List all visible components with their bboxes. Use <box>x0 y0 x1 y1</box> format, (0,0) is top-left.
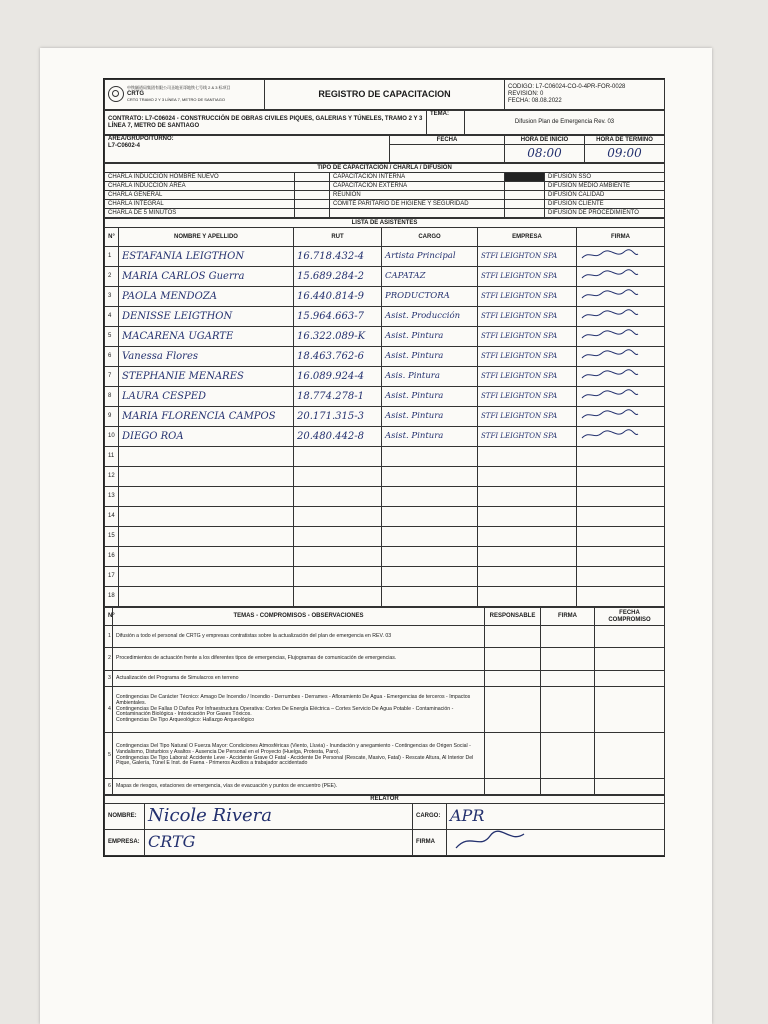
attendee-name[interactable]: DIEGO ROA <box>119 427 294 447</box>
attendee-cargo[interactable]: Asist. Pintura <box>382 387 478 407</box>
tipo-checkbox[interactable] <box>505 191 545 200</box>
attendee-number: 3 <box>105 287 119 307</box>
topics-table <box>104 607 665 795</box>
relator-title: RELATOR <box>105 796 665 804</box>
attendee-rut[interactable]: 15.689.284-2 <box>294 267 382 287</box>
tipo-item: CHARLA DE 5 MINUTOS <box>105 209 295 218</box>
attendee-empresa[interactable] <box>478 487 577 507</box>
attendee-name[interactable] <box>119 567 294 587</box>
attendee-cargo[interactable]: Asist. Producción <box>382 307 478 327</box>
training-type-table <box>104 163 665 218</box>
tipo-item: CHARLA INDUCCIÓN ÁREA <box>105 182 295 191</box>
revision: REVISION: 0 <box>508 91 544 98</box>
topic-number: 1 <box>105 626 113 648</box>
relator-firma[interactable] <box>447 830 665 856</box>
tipo-item: DIFUSIÓN MEDIO AMBIENTE <box>545 182 665 191</box>
attendee-empresa[interactable] <box>478 567 577 587</box>
tipo-checkbox-marked[interactable] <box>505 173 545 182</box>
attendee-cargo[interactable]: Asist. Pintura <box>382 407 478 427</box>
training-type-title: TIPO DE CAPACITACIÓN / CHARLA / DIFUSIÓN <box>105 164 665 173</box>
tipo-checkbox[interactable] <box>295 191 330 200</box>
topic-firma[interactable] <box>541 779 595 795</box>
topic-line: Contingencias De Tipo Laboral: Accidente Leve - Accidente Grave O Fatal - Accidente De Personal (Rescate, Masivo, Fatal) - Rescate Altura, Al Interior Del Pique, Galería, Túnel E Inst. de Faena - Primeros Auxilios a trabajador accidentado <box>116 754 474 767</box>
form-header <box>104 79 665 110</box>
col-n: N° <box>105 608 113 626</box>
attendee-signature[interactable] <box>577 427 665 447</box>
attendee-signature[interactable] <box>577 367 665 387</box>
attendee-name[interactable] <box>119 447 294 467</box>
tipo-item: DIFUSIÓN DE PROCEDIMIENTO <box>545 209 665 218</box>
attendee-signature[interactable] <box>577 567 665 587</box>
topic-firma[interactable] <box>541 687 595 733</box>
attendee-signature[interactable] <box>577 487 665 507</box>
attendee-rut[interactable] <box>294 487 382 507</box>
col-n: N° <box>105 228 119 247</box>
tipo-checkbox[interactable] <box>295 173 330 182</box>
attendee-name[interactable]: DENISSE LEIGTHON <box>119 307 294 327</box>
attendee-name[interactable] <box>119 467 294 487</box>
tipo-checkbox[interactable] <box>295 209 330 218</box>
attendee-row <box>105 567 665 587</box>
attendee-cargo[interactable] <box>382 567 478 587</box>
attendee-empresa[interactable]: STFI LEIGHTON SPA <box>478 427 577 447</box>
attendee-number: 4 <box>105 307 119 327</box>
attendee-rut[interactable] <box>294 467 382 487</box>
col-responsable: RESPONSABLE <box>485 608 541 626</box>
signature-icon <box>580 329 640 341</box>
attendee-rut[interactable] <box>294 447 382 467</box>
tipo-item: COMITÉ PARITARIO DE HIGIENE Y SEGURIDAD <box>330 200 505 209</box>
fecha-label: FECHA <box>390 136 505 145</box>
attendee-row <box>105 487 665 507</box>
attendee-name[interactable] <box>119 547 294 567</box>
signature-icon <box>580 349 640 361</box>
attendee-rut[interactable]: 18.774.278-1 <box>294 387 382 407</box>
topic-row <box>105 733 665 779</box>
topic-responsable[interactable] <box>485 733 541 779</box>
tema-label: TEMA: <box>427 111 465 135</box>
attendee-empresa[interactable]: STFI LEIGHTON SPA <box>478 347 577 367</box>
tipo-checkbox[interactable] <box>505 200 545 209</box>
attendee-name[interactable] <box>119 527 294 547</box>
attendee-empresa[interactable]: STFI LEIGHTON SPA <box>478 367 577 387</box>
attendee-empresa[interactable]: STFI LEIGHTON SPA <box>478 307 577 327</box>
attendee-rut[interactable]: 20.480.442-8 <box>294 427 382 447</box>
col-fecha-compromiso: FECHA COMPROMISO <box>595 608 665 626</box>
attendee-cargo[interactable]: PRODUCTORA <box>382 287 478 307</box>
attendee-name[interactable]: MARIA FLORENCIA CAMPOS <box>119 407 294 427</box>
attendee-signature[interactable] <box>577 467 665 487</box>
attendee-signature[interactable] <box>577 347 665 367</box>
attendee-row <box>105 267 665 287</box>
relator-table <box>104 795 665 856</box>
attendee-empresa[interactable] <box>478 547 577 567</box>
attendee-name[interactable]: Vanessa Flores <box>119 347 294 367</box>
attendee-empresa[interactable] <box>478 587 577 607</box>
relator-cargo-label: CARGO: <box>413 804 447 830</box>
topic-number: 4 <box>105 687 113 733</box>
signature-icon <box>580 309 640 321</box>
topic-responsable[interactable] <box>485 626 541 648</box>
area-label: AREA/GRUPO/TURNO: <box>108 136 174 142</box>
topic-firma[interactable] <box>541 626 595 648</box>
attendee-cargo[interactable]: Asis. Pintura <box>382 367 478 387</box>
topic-fecha[interactable] <box>595 733 665 779</box>
attendee-row <box>105 427 665 447</box>
attendee-empresa[interactable] <box>478 527 577 547</box>
attendee-rut[interactable] <box>294 587 382 607</box>
attendee-row <box>105 507 665 527</box>
relator-nombre[interactable]: Nicole Rivera <box>145 804 413 830</box>
attendee-number: 8 <box>105 387 119 407</box>
relator-empresa[interactable]: CRTG <box>145 830 413 856</box>
hora-inicio-value[interactable]: 08:00 <box>505 145 585 163</box>
topic-row <box>105 626 665 648</box>
attendee-cargo[interactable] <box>382 547 478 567</box>
col-empresa: EMPRESA <box>478 228 577 247</box>
topic-responsable[interactable] <box>485 687 541 733</box>
topic-firma[interactable] <box>541 648 595 671</box>
col-rut: RUT <box>294 228 382 247</box>
tipo-item: DIFUSIÓN CLIENTE <box>545 200 665 209</box>
col-temas: TEMAS - COMPROMISOS - OBSERVACIONES <box>113 608 485 626</box>
attendee-rut[interactable]: 16.440.814-9 <box>294 287 382 307</box>
attendee-signature[interactable] <box>577 387 665 407</box>
attendee-row <box>105 387 665 407</box>
topic-row <box>105 671 665 687</box>
topic-row <box>105 687 665 733</box>
attendee-rut[interactable]: 16.322.089-K <box>294 327 382 347</box>
attendee-cargo[interactable]: Artista Principal <box>382 247 478 267</box>
attendee-empresa[interactable] <box>478 467 577 487</box>
attendee-rut[interactable]: 18.463.762-6 <box>294 347 382 367</box>
topic-fecha[interactable] <box>595 671 665 687</box>
topic-number: 5 <box>105 733 113 779</box>
tipo-item <box>330 209 505 218</box>
tipo-checkbox[interactable] <box>295 200 330 209</box>
topic-responsable[interactable] <box>485 671 541 687</box>
contract-label: CONTRATO: L7-C06024 - CONSTRUCCIÓN DE OBRAS CIVILES PIQUES, GALERIAS Y TÚNELES, TRAMO 2 Y 3 LÍNEA 7, METRO DE SANTIAGO <box>105 111 427 135</box>
attendee-name[interactable]: MARIA CARLOS Guerra <box>119 267 294 287</box>
attendee-row <box>105 527 665 547</box>
topic-line: Procedimientos de actuación frente a los diferentes tipos de emergencias, Flujogramas de comunicación de emergencias. <box>116 655 397 662</box>
hora-termino-value[interactable]: 09:00 <box>585 145 665 163</box>
topic-text <box>113 687 485 733</box>
topic-fecha[interactable] <box>595 648 665 671</box>
attendee-number: 2 <box>105 267 119 287</box>
topic-text <box>113 779 485 795</box>
attendee-name[interactable] <box>119 487 294 507</box>
attendee-empresa[interactable]: STFI LEIGHTON SPA <box>478 407 577 427</box>
topic-responsable[interactable] <box>485 779 541 795</box>
attendee-signature[interactable] <box>577 307 665 327</box>
attendee-row <box>105 327 665 347</box>
hora-termino-label: HORA DE TERMINO <box>585 136 665 145</box>
attendee-row <box>105 367 665 387</box>
topic-responsable[interactable] <box>485 648 541 671</box>
tipo-item: CAPACITACIÓN INTERNA <box>330 173 505 182</box>
attendee-empresa[interactable]: STFI LEIGHTON SPA <box>478 287 577 307</box>
attendee-row <box>105 307 665 327</box>
topics-body <box>105 626 665 795</box>
tipo-item: DIFUSIÓN CALIDAD <box>545 191 665 200</box>
attendee-signature[interactable] <box>577 527 665 547</box>
attendee-number: 16 <box>105 547 119 567</box>
attendee-name[interactable]: STEPHANIE MENARES <box>119 367 294 387</box>
topic-line: Mapas de riesgos, estaciones de emergencia, vías de evacuación y puntos de encuentro (PEE). <box>116 782 338 789</box>
attendee-number: 6 <box>105 347 119 367</box>
attendee-signature[interactable] <box>577 287 665 307</box>
crtg-logo-icon <box>108 86 124 102</box>
hora-inicio-label: HORA DE INICIO <box>505 136 585 145</box>
attendee-cargo[interactable]: Asist. Pintura <box>382 327 478 347</box>
attendee-row <box>105 547 665 567</box>
fecha-value[interactable] <box>390 145 505 163</box>
signature-icon <box>580 369 640 381</box>
attendee-row <box>105 407 665 427</box>
attendee-number: 9 <box>105 407 119 427</box>
attendee-number: 15 <box>105 527 119 547</box>
attendee-cargo[interactable] <box>382 587 478 607</box>
attendee-row <box>105 467 665 487</box>
attendee-empresa[interactable]: STFI LEIGHTON SPA <box>478 267 577 287</box>
attendee-cargo[interactable]: Asist. Pintura <box>382 427 478 447</box>
signature-icon <box>580 269 640 281</box>
contract-row <box>104 110 665 135</box>
attendee-signature[interactable] <box>577 267 665 287</box>
attendee-name[interactable]: LAURA CESPED <box>119 387 294 407</box>
topic-text <box>113 648 485 671</box>
attendee-row <box>105 247 665 267</box>
logo-cell <box>105 80 265 110</box>
attendee-number: 12 <box>105 467 119 487</box>
attendee-rut[interactable]: 15.964.663-7 <box>294 307 382 327</box>
logo-chinese-text: 中铁隧道局集团有限公司圣地亚哥地铁七号线 2 & 3 标项目 <box>127 85 231 91</box>
attendee-rut[interactable] <box>294 507 382 527</box>
attendee-rut[interactable]: 16.718.432-4 <box>294 247 382 267</box>
attendee-cargo[interactable]: CAPATAZ <box>382 267 478 287</box>
attendee-number: 18 <box>105 587 119 607</box>
attendee-cargo[interactable] <box>382 447 478 467</box>
tipo-item: CAPACITACIÓN EXTERNA <box>330 182 505 191</box>
tipo-checkbox[interactable] <box>505 182 545 191</box>
attendee-name[interactable] <box>119 507 294 527</box>
attendee-rut[interactable] <box>294 547 382 567</box>
attendee-signature[interactable] <box>577 547 665 567</box>
relator-firma-label: FIRMA <box>413 830 447 856</box>
attendee-cargo[interactable] <box>382 467 478 487</box>
training-record-form <box>103 78 665 857</box>
codigo: CODIGO: L7-C06024-CO-0-4PR-FOR-0028 <box>508 84 626 91</box>
topic-firma[interactable] <box>541 671 595 687</box>
fecha-documento: FECHA: 08.08.2022 <box>508 97 562 104</box>
tipo-item: DIFUSIÓN SSO <box>545 173 665 182</box>
attendee-cargo[interactable]: Asist. Pintura <box>382 347 478 367</box>
attendee-row <box>105 447 665 467</box>
paper-sheet <box>40 48 712 1024</box>
document-codes <box>505 80 665 110</box>
attendee-name[interactable]: PAOLA MENDOZA <box>119 287 294 307</box>
attendee-name[interactable] <box>119 587 294 607</box>
signature-icon <box>580 409 640 421</box>
attendee-signature[interactable] <box>577 587 665 607</box>
attendee-signature[interactable] <box>577 447 665 467</box>
signature-icon <box>580 389 640 401</box>
topic-line: Contingencias De Carácter Técnico: Amago De Incendio / Incendio - Derrumbes - Derrames - Afloramiento De Agua - Emergencias de terceros - Impactos Ambientales. <box>116 693 471 706</box>
attendee-signature[interactable] <box>577 507 665 527</box>
attendee-signature[interactable] <box>577 327 665 347</box>
topic-text <box>113 626 485 648</box>
topic-line: Difusión a todo el personal de CRTG y empresas contratistas sobre la actualización del plan de emergencia en REV. 03 <box>116 632 392 639</box>
attendee-number: 13 <box>105 487 119 507</box>
attendees-body <box>105 247 665 607</box>
topic-number: 6 <box>105 779 113 795</box>
logo-brand: CRTG <box>127 91 144 98</box>
topic-fecha[interactable] <box>595 687 665 733</box>
attendee-rut[interactable] <box>294 527 382 547</box>
topic-row <box>105 648 665 671</box>
area-cell <box>105 136 390 163</box>
relator-nombre-label: NOMBRE: <box>105 804 145 830</box>
attendee-empresa[interactable] <box>478 507 577 527</box>
signature-icon <box>580 289 640 301</box>
attendee-number: 1 <box>105 247 119 267</box>
topic-text <box>113 671 485 687</box>
topic-firma[interactable] <box>541 733 595 779</box>
tipo-checkbox[interactable] <box>295 182 330 191</box>
relator-empresa-label: EMPRESA: <box>105 830 145 856</box>
signature-icon <box>580 429 640 441</box>
attendee-cargo[interactable] <box>382 507 478 527</box>
topic-number: 3 <box>105 671 113 687</box>
col-cargo: CARGO <box>382 228 478 247</box>
relator-signature-icon <box>450 830 530 852</box>
topic-line: Contingencias Del Tipo Natural O Fuerza Mayor: Condiciones Atmosféricas (Viento, Lluvia) - Inundación y anegamiento - Contingencias de Origen Social - Vandalismo, Disturbios y Asaltos - Ausencia De Personal en el Proyecto (Huelga, Protesta, Paro). <box>116 742 471 755</box>
form-title: REGISTRO DE CAPACITACION <box>265 80 505 110</box>
signature-icon <box>580 249 640 261</box>
topic-line: Contingencias De Fallas O Daños Por Infraestructura Operativa: Cortes De Energía Eléctrica – Cortes Servicio De Agua Potable - Contaminación - Contaminación Biológica - Intoxicación Por Gases Tóxicos. <box>116 705 454 718</box>
attendee-cargo[interactable] <box>382 487 478 507</box>
attendee-number: 17 <box>105 567 119 587</box>
attendees-title: LISTA DE ASISTENTES <box>105 219 665 228</box>
area-row <box>104 135 665 163</box>
relator-cargo[interactable]: APR <box>447 804 665 830</box>
topic-text <box>113 733 485 779</box>
attendee-rut[interactable]: 20.171.315-3 <box>294 407 382 427</box>
tema-value[interactable]: Difusion Plan de Emergencia Rev. 03 <box>465 111 665 135</box>
topic-fecha[interactable] <box>595 626 665 648</box>
logo-subtitle: CRTG TRAMO 2 Y 3 LÍNEA 7, METRO DE SANTIAGO <box>127 96 225 102</box>
area-value[interactable]: L7-C0602-4 <box>108 142 141 149</box>
col-firma: FIRMA <box>577 228 665 247</box>
tipo-checkbox[interactable] <box>505 209 545 218</box>
attendee-rut[interactable]: 16.089.924-4 <box>294 367 382 387</box>
attendee-row <box>105 347 665 367</box>
attendee-number: 14 <box>105 507 119 527</box>
attendee-number: 11 <box>105 447 119 467</box>
col-firma: FIRMA <box>541 608 595 626</box>
topic-fecha[interactable] <box>595 779 665 795</box>
attendee-name[interactable]: MACARENA UGARTE <box>119 327 294 347</box>
attendee-empresa[interactable]: STFI LEIGHTON SPA <box>478 327 577 347</box>
attendee-empresa[interactable]: STFI LEIGHTON SPA <box>478 247 577 267</box>
attendees-table <box>104 218 665 607</box>
attendee-number: 5 <box>105 327 119 347</box>
attendee-cargo[interactable] <box>382 527 478 547</box>
attendee-row <box>105 287 665 307</box>
attendee-signature[interactable] <box>577 247 665 267</box>
attendee-number: 7 <box>105 367 119 387</box>
col-nombre: NOMBRE Y APELLIDO <box>119 228 294 247</box>
topic-line: Contingencias De Tipo Arqueológico: Hallazgo Arqueológico <box>116 717 255 724</box>
topic-number: 2 <box>105 648 113 671</box>
attendee-empresa[interactable] <box>478 447 577 467</box>
attendee-row <box>105 587 665 607</box>
tipo-item: CHARLA GENERAL <box>105 191 295 200</box>
attendee-number: 10 <box>105 427 119 447</box>
topic-row <box>105 779 665 795</box>
attendee-rut[interactable] <box>294 567 382 587</box>
attendee-empresa[interactable]: STFI LEIGHTON SPA <box>478 387 577 407</box>
topic-line: Actualización del Programa de Simulacros en terreno <box>116 674 239 681</box>
attendee-signature[interactable] <box>577 407 665 427</box>
attendee-name[interactable]: ESTAFANIA LEIGTHON <box>119 247 294 267</box>
tipo-item: REUNIÓN <box>330 191 505 200</box>
tipo-item: CHARLA INTEGRAL <box>105 200 295 209</box>
tipo-item: CHARLA INDUCCIÓN HOMBRE NUEVO <box>105 173 295 182</box>
